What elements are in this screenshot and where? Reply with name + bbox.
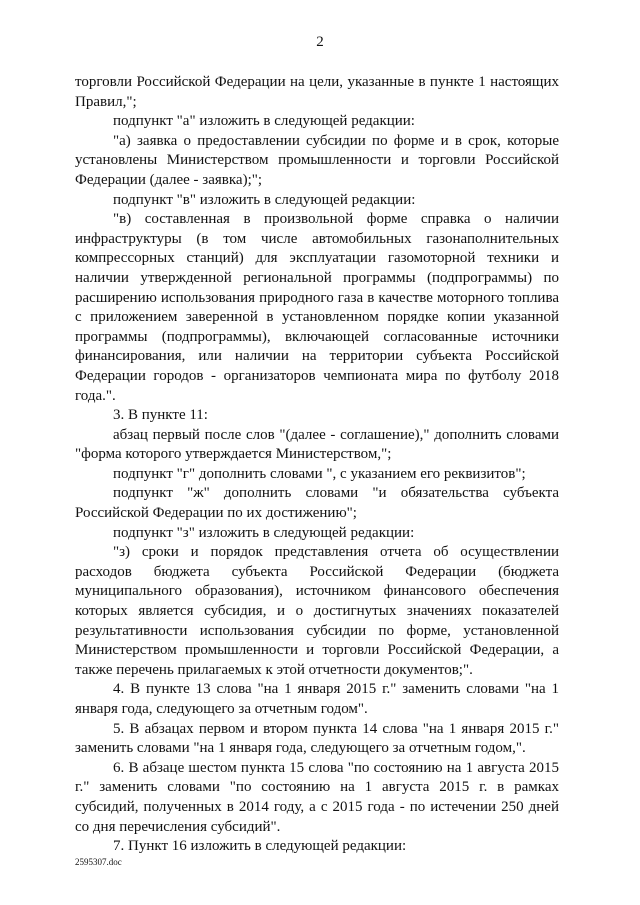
paragraph-11: "з) сроки и порядок представления отчета об осуществлении расходов бюджета субъекта Российской Федерации (бюджета муниципального образования), источником финансового обеспечения которых является субсидия, и о достигнутых значениях показателей результативности использования субсидии по форме, установленной Министерством промышленности и торговли Российской Федерации, а также перечень прилагаемых к этой отчетности документов;". bbox=[75, 544, 559, 678]
paragraph-7: абзац первый после слов "(далее - соглашение)," дополнить словами "форма которого утверждается Министерством,"; bbox=[75, 426, 559, 463]
paragraph-8: подпункт "г" дополнить словами ", с указанием его реквизитов"; bbox=[113, 465, 526, 482]
paragraph-13: 5. В абзацах первом и втором пункта 14 слова "на 1 января 2015 г." заменить словами "на 1 января года, следующего за отчетным годом,". bbox=[75, 720, 559, 757]
paragraph-2: подпункт "а" изложить в следующей редакции: bbox=[113, 113, 415, 130]
paragraph-5: "в) составленная в произвольной форме справка о наличии инфраструктуры (в том числе автомобильных газонаполнительных компрессорных станций) для эксплуатации газомоторной техники и наличии утвержденной региональной программы (подпрограммы) по расширению использования природного газа в качестве моторного топлива с приложением заверенной в установленном порядке копии указанной программы (подпрограммы), включающей согласованные источники финансирования, или наличии на территории субъекта Российской Федерации городов - организаторов чемпионата мира по футболу 2018 года.". bbox=[75, 211, 559, 404]
page-number: 2 bbox=[316, 34, 324, 50]
paragraph-3: "а) заявка о предоставлении субсидии по форме и в срок, которые установлены Министерством промышленности и торговли Российской Федерации (далее - заявка);"; bbox=[75, 132, 559, 188]
paragraph-10: подпункт "з" изложить в следующей редакции: bbox=[113, 524, 415, 541]
paragraph-6: 3. В пункте 11: bbox=[113, 407, 208, 424]
document-body bbox=[75, 73, 559, 857]
paragraph-15: 7. Пункт 16 изложить в следующей редакции: bbox=[113, 838, 407, 855]
paragraph-14: 6. В абзаце шестом пункта 15 слова "по состоянию на 1 августа 2015 г." заменить словами "по состоянию на 1 августа 2015 г. в рамках субсидий, полученных в 2014 году, а с 2015 года - по истечении 250 дней со дня перечисления субсидий". bbox=[75, 759, 559, 835]
paragraph-1: торговли Российской Федерации на цели, указанные в пункте 1 настоящих Правил,"; bbox=[75, 74, 559, 110]
paragraph-9: подпункт "ж" дополнить словами "и обязательства субъекта Российской Федерации по их достижению"; bbox=[75, 485, 559, 522]
paragraph-4: подпункт "в" изложить в следующей редакции: bbox=[113, 191, 416, 208]
paragraph-12: 4. В пункте 13 слова "на 1 января 2015 г." заменить словами "на 1 января года, следующего за отчетным годом". bbox=[75, 681, 559, 717]
file-name-footer: 2595307.doc bbox=[75, 857, 122, 867]
